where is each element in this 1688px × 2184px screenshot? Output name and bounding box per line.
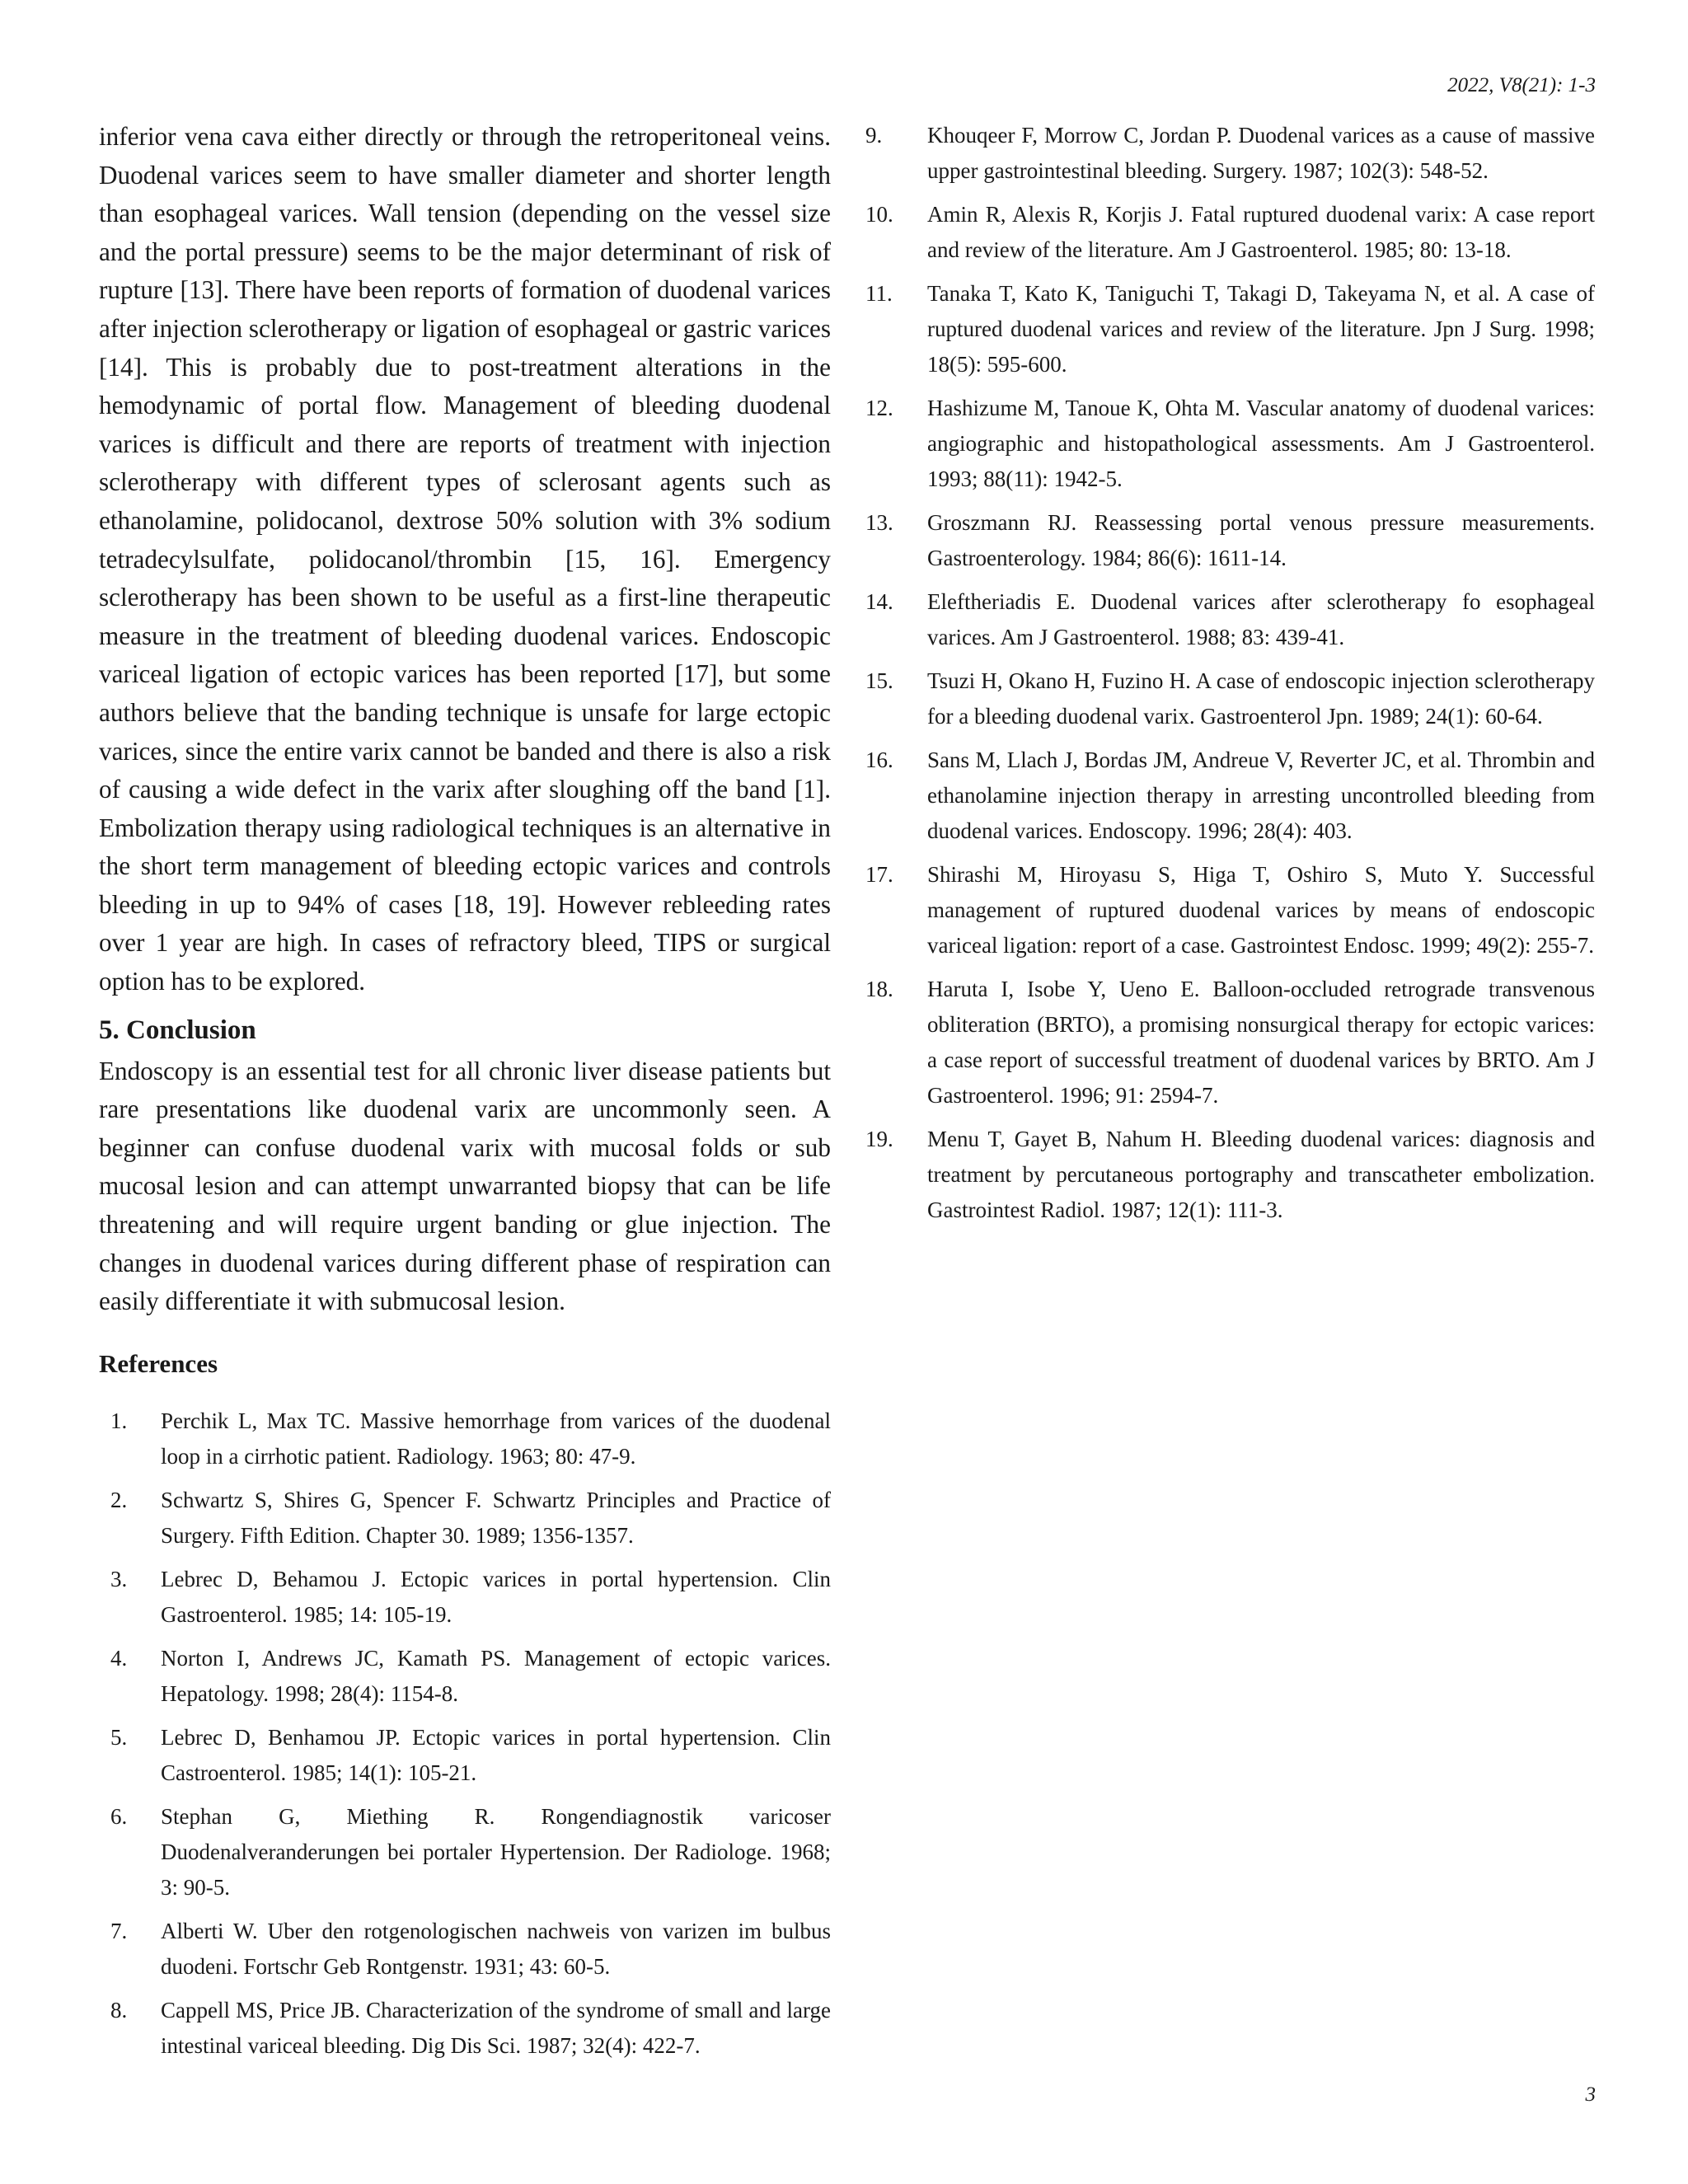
reference-item: [865, 197, 1595, 268]
reference-number: 11.: [865, 281, 893, 306]
reference-item: [865, 505, 1595, 576]
reference-number: 18.: [865, 977, 893, 1001]
reference-item: [99, 1993, 831, 2064]
reference-item: [99, 1914, 831, 1985]
reference-number: 5.: [110, 1724, 128, 1750]
reference-text: Tanaka T, Kato K, Taniguchi T, Takagi D, Takeyama N, et al. A case of ruptured duodenal varices and review of the literature. Jpn J Surg. 1998; 18(5): 595-600.: [927, 281, 1595, 377]
reference-number: 10.: [865, 202, 893, 227]
reference-text: Lebrec D, Benhamou JP. Ectopic varices in portal hypertension. Clin Castroenterol. 1985; 14(1): 105-21.: [161, 1724, 831, 1785]
reference-item: [865, 276, 1595, 382]
reference-text: Menu T, Gayet B, Nahum H. Bleeding duodenal varices: diagnosis and treatment by percutaneous portography and transcatheter embolization. Gastrointest Radiol. 1987; 12(1): 111-3.: [927, 1127, 1595, 1222]
reference-text: Eleftheriadis E. Duodenal varices after sclerotherapy fo esophageal varices. Am J Gastroenterol. 1988; 83: 439-41.: [927, 589, 1595, 649]
reference-item: [865, 663, 1595, 734]
reference-text: Norton I, Andrews JC, Kamath PS. Management of ectopic varices. Hepatology. 1998; 28(4): 1154-8.: [161, 1645, 831, 1706]
reference-item: [865, 1122, 1595, 1228]
reference-number: 16.: [865, 748, 893, 772]
reference-number: 13.: [865, 510, 893, 535]
reference-number: 17.: [865, 862, 893, 887]
reference-text: Alberti W. Uber den rotgenologischen nachweis von varizen im bulbus duodeni. Fortschr Geb Rontgenstr. 1931; 43: 60-5.: [161, 1918, 831, 1979]
reference-number: 9.: [865, 123, 883, 148]
reference-number: 14.: [865, 589, 893, 614]
reference-text: Lebrec D, Behamou J. Ectopic varices in portal hypertension. Clin Gastroenterol. 1985; 14: 105-19.: [161, 1566, 831, 1627]
reference-text: Cappell MS, Price JB. Characterization of the syndrome of small and large intestinal variceal bleeding. Dig Dis Sci. 1987; 32(4): 422-7.: [161, 1997, 831, 2058]
reference-item: [865, 391, 1595, 497]
reference-list-left: [99, 1404, 831, 2064]
reference-item: [99, 1483, 831, 1554]
reference-item: [865, 743, 1595, 849]
reference-text: Khouqeer F, Morrow C, Jordan P. Duodenal varices as a cause of massive upper gastrointestinal bleeding. Surgery. 1987; 102(3): 548-52.: [927, 123, 1595, 183]
page-number: 3: [1585, 2083, 1596, 2106]
reference-number: 7.: [110, 1918, 128, 1943]
reference-text: Sans M, Llach J, Bordas JM, Andreue V, Reverter JC, et al. Thrombin and ethanolamine injection therapy in arresting uncontrolled bleeding from duodenal varices. Endoscopy. 1996; 28(4): 403.: [927, 748, 1595, 843]
reference-item: [99, 1641, 831, 1712]
left-column: [99, 118, 831, 2072]
reference-number: 4.: [110, 1645, 128, 1671]
reference-item: [99, 1799, 831, 1905]
reference-number: 8.: [110, 1997, 128, 2022]
reference-item: [99, 1404, 831, 1474]
journal-citation: 2022, V8(21): 1-3: [1447, 74, 1596, 96]
discussion-paragraph: inferior vena cava either directly or through the retroperitoneal veins. Duodenal varices seem to have smaller diameter and shorter length than esophageal varices. Wall tension (depending on the vessel size and the portal pressure) seems to be the major determinant of risk of rupture [13]. There have been reports of formation of duodenal varices after injection sclerotherapy or ligation of esophageal or gastric varices [14]. This is probably due to post-treatment alterations in the hemodynamic of portal flow. Management of bleeding duodenal varices is difficult and there are reports of treatment with injection sclerotherapy with different types of sclerosant agents such as ethanolamine, polidocanol, dextrose 50% solution with 3% sodium tetradecylsulfate, polidocanol/thrombin [15, 16]. Emergency sclerotherapy has been shown to be useful as a first-line therapeutic measure in the treatment of bleeding duodenal varices. Endoscopic variceal ligation of ectopic varices has been reported [17], but some authors believe that the banding technique is unsafe for large ectopic varices, since the entire varix cannot be banded and there is also a risk of causing a wide defect in the varix after sloughing off the band [1]. Embolization therapy using radiological techniques is an alternative in the short term management of bleeding ectopic varices and controls bleeding in up to 94% of cases [18, 19]. However rebleeding rates over 1 year are high. In cases of refractory bleed, TIPS or surgical option has to be explored.: [99, 122, 831, 996]
reference-list-right: [865, 118, 1595, 1228]
reference-number: 3.: [110, 1566, 128, 1591]
reference-text: Stephan G, Miething R. Rongendiagnostik varicoser Duodenalveranderungen bei portaler Hypertension. Der Radiologe. 1968; 3: 90-5.: [161, 1803, 831, 1900]
reference-item: [99, 1720, 831, 1791]
reference-number: 15.: [865, 668, 893, 693]
reference-text: Haruta I, Isobe Y, Ueno E. Balloon-occluded retrograde transvenous obliteration (BRTO), a promising nonsurgical therapy for ectopic varices: a case report of successful treatment of duodenal varices by BRTO. Am J Gastroenterol. 1996; 91: 2594-7.: [927, 977, 1595, 1108]
reference-item: [865, 584, 1595, 655]
reference-text: Tsuzi H, Okano H, Fuzino H. A case of endoscopic injection sclerotherapy for a bleeding duodenal varix. Gastroenterol Jpn. 1989; 24(1): 60-64.: [927, 668, 1595, 729]
reference-text: Hashizume M, Tanoue K, Ohta M. Vascular anatomy of duodenal varices: angiographic and histopathological assessments. Am J Gastroenterol. 1993; 88(11): 1942-5.: [927, 396, 1595, 491]
reference-item: [865, 118, 1595, 189]
reference-text: Shirashi M, Hiroyasu S, Higa T, Oshiro S, Muto Y. Successful management of ruptured duodenal varices by means of endoscopic variceal ligation: report of a case. Gastrointest Endosc. 1999; 49(2): 255-7.: [927, 862, 1595, 958]
reference-text: Perchik L, Max TC. Massive hemorrhage from varices of the duodenal loop in a cirrhotic patient. Radiology. 1963; 80: 47-9.: [161, 1408, 831, 1469]
reference-number: 1.: [110, 1408, 128, 1433]
reference-number: 12.: [865, 396, 893, 420]
reference-number: 6.: [110, 1803, 128, 1829]
right-column: [865, 118, 1595, 1236]
conclusion-paragraph: Endoscopy is an essential test for all chronic liver disease patients but rare presentations like duodenal varix are uncommonly seen. A beginner can confuse duodenal varix with mucosal folds or sub mucosal lesion and can attempt unwarranted biopsy that can be life threatening and will require urgent banding or glue injection. The changes in duodenal varices during different phase of respiration can easily differentiate it with submucosal lesion.: [99, 1056, 831, 1316]
reference-text: Groszmann RJ. Reassessing portal venous pressure measurements. Gastroenterology. 1984; 86(6): 1611-14.: [927, 510, 1595, 570]
references-heading: References: [99, 1348, 218, 1378]
reference-item: [99, 1562, 831, 1633]
reference-item: [865, 972, 1595, 1113]
reference-number: 2.: [110, 1487, 128, 1512]
reference-text: Amin R, Alexis R, Korjis J. Fatal ruptured duodenal varix: A case report and review of the literature. Am J Gastroenterol. 1985; 80: 13-18.: [927, 202, 1595, 262]
reference-number: 19.: [865, 1127, 893, 1151]
conclusion-heading: 5. Conclusion: [99, 1015, 256, 1045]
reference-text: Schwartz S, Shires G, Spencer F. Schwartz Principles and Practice of Surgery. Fifth Edition. Chapter 30. 1989; 1356-1357.: [161, 1487, 831, 1548]
reference-item: [865, 857, 1595, 963]
